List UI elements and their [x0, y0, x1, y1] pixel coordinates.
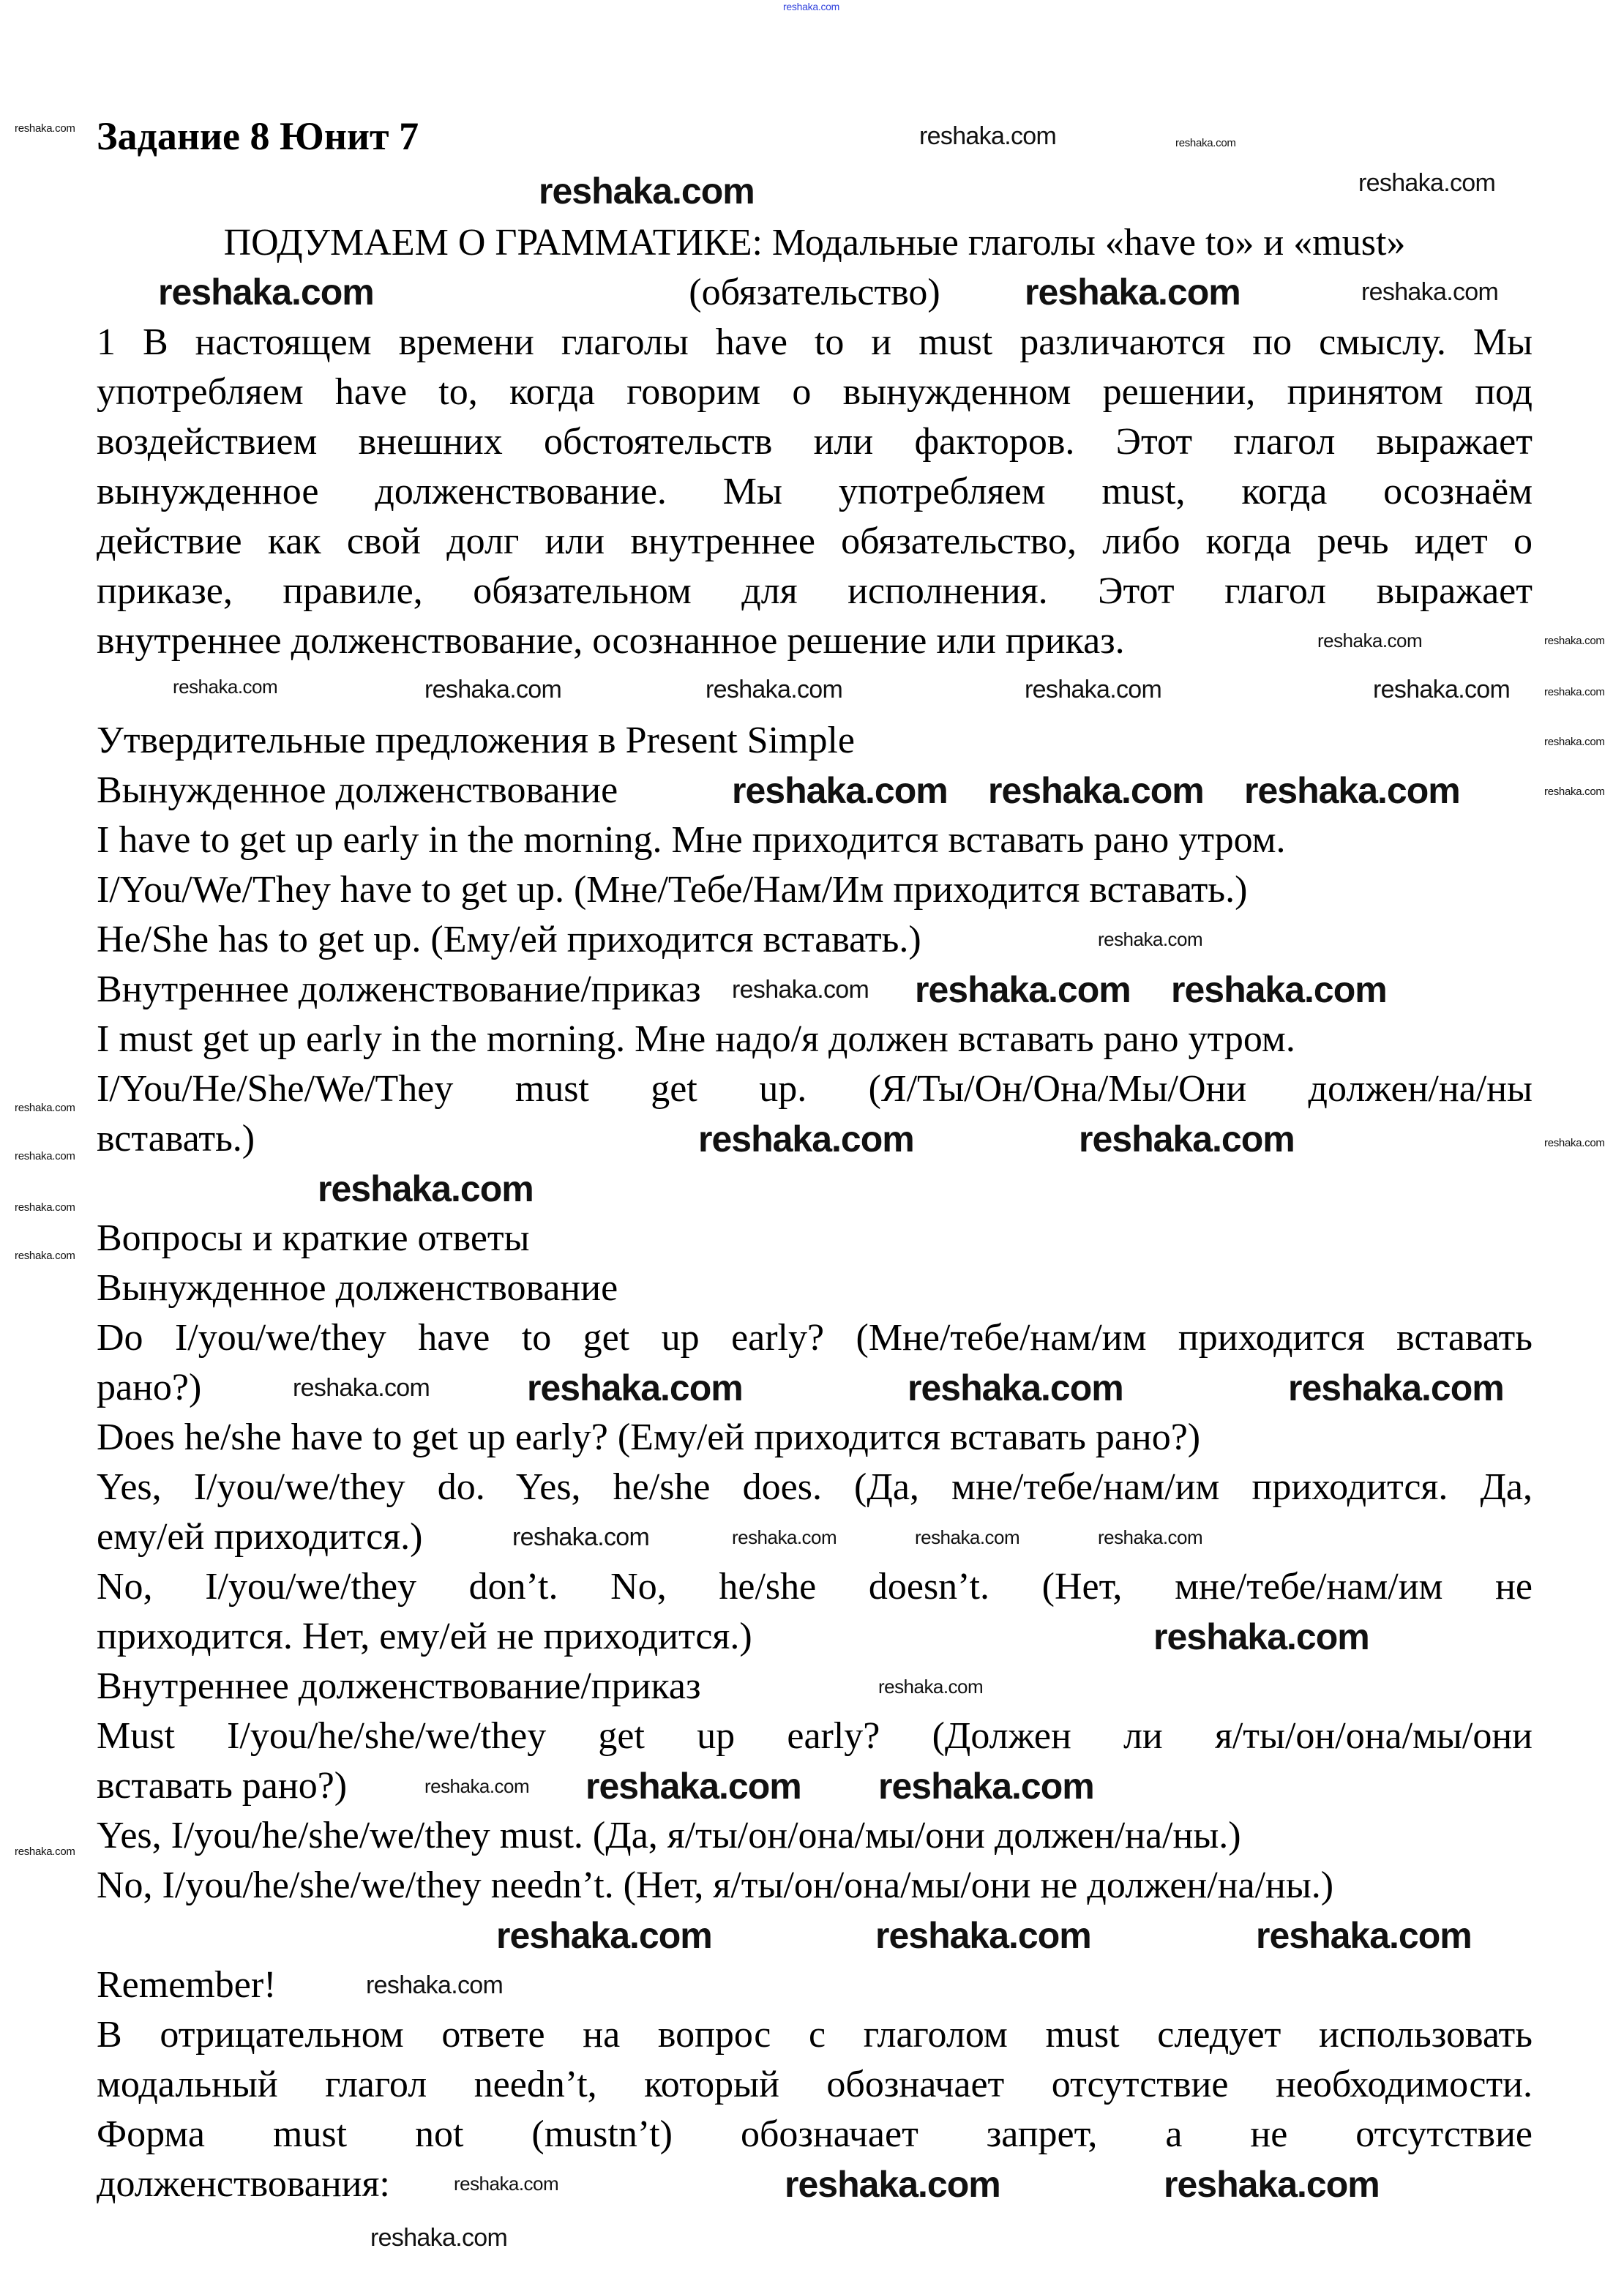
text-line: (обязательство): [689, 272, 940, 313]
text-line: Вынужденное долженствование: [97, 1267, 618, 1309]
watermark: reshaka.com: [1358, 169, 1496, 197]
text-line: Remember!: [97, 1964, 277, 2006]
watermark: reshaka.com: [732, 1526, 837, 1548]
watermark: reshaka.com: [732, 770, 948, 811]
text-line: No, I/you/we/they don’t. No, he/she doesn’t. (Нет, мне/тебе/нам/им не: [97, 1566, 1533, 1608]
watermark: reshaka.com: [1288, 1367, 1504, 1408]
page-title: Задание 8 Юнит 7: [97, 114, 419, 158]
text-line: I must get up early in the morning. Мне надо/я должен вставать рано утром.: [97, 1018, 1295, 1060]
text-line: Внутреннее долженствование/приказ: [97, 1665, 701, 1707]
text-line: Does he/she have to get up early? (Ему/ей приходится вставать рано?): [97, 1416, 1201, 1458]
watermark: reshaka.com: [1025, 272, 1241, 313]
watermark: reshaka.com: [988, 770, 1204, 811]
watermark: reshaka.com: [1373, 676, 1511, 703]
watermark: reshaka.com: [158, 272, 374, 313]
watermark: reshaka.com: [1544, 785, 1605, 798]
text-line: вынужденное долженствование. Мы употребляем must, когда осознаём: [97, 471, 1533, 512]
watermark: reshaka.com: [15, 1201, 75, 1214]
watermark: reshaka.com: [878, 1676, 984, 1698]
text-line: приказе, правиле, обязательном для исполнения. Этот глагол выражает: [97, 570, 1533, 612]
text-line: I have to get up early in the morning. Мне приходится вставать рано утром.: [97, 819, 1286, 861]
watermark: reshaka.com: [1079, 1119, 1295, 1160]
watermark: reshaka.com: [15, 1102, 75, 1114]
text-line: I/You/We/They have to get up. (Мне/Тебе/Нам/Им приходится вставать.): [97, 869, 1248, 911]
watermark: reshaka.com: [1544, 635, 1605, 647]
text-line: долженствования:: [97, 2163, 390, 2205]
text-line: Вопросы и краткие ответы: [97, 1217, 530, 1259]
text-line: внутреннее долженствование, осознанное решение или приказ.: [97, 620, 1125, 662]
watermark: reshaka.com: [1544, 686, 1605, 698]
text-line: вставать рано?): [97, 1765, 348, 1807]
watermark: reshaka.com: [1256, 1915, 1472, 1956]
watermark: reshaka.com: [785, 2164, 1000, 2205]
text-line: приходится. Нет, ему/ей не приходится.): [97, 1616, 752, 1657]
text-line: Yes, I/you/he/she/we/they must. (Да, я/ты/он/она/мы/они должен/на/ны.): [97, 1815, 1241, 1856]
text-line: вставать.): [97, 1118, 255, 1160]
watermark: reshaka.com: [1361, 278, 1499, 306]
watermark: reshaka.com: [1317, 630, 1423, 652]
watermark: reshaka.com: [15, 1150, 75, 1162]
watermark: reshaka.com: [875, 1915, 1091, 1956]
text-line: I/You/He/She/We/They must get up. (Я/Ты/Он/Она/Мы/Они должен/на/ны: [97, 1068, 1533, 1110]
text-line: употребляем have to, когда говорим о вынужденном решении, принятом под: [97, 371, 1533, 413]
watermark: reshaka.com: [293, 1374, 430, 1402]
watermark: reshaka.com: [370, 2224, 508, 2252]
watermark: reshaka.com: [424, 676, 562, 703]
watermark: reshaka.com: [527, 1367, 743, 1408]
watermark: reshaka.com: [1153, 1616, 1369, 1657]
watermark: reshaka.com: [1025, 676, 1162, 703]
text-line: ПОДУМАЕМ О ГРАММАТИКЕ: Модальные глаголы «have to» и «must»: [223, 222, 1406, 264]
watermark: reshaka.com: [585, 1766, 801, 1807]
watermark: reshaka.com: [1098, 928, 1203, 950]
text-line: В отрицательном ответе на вопрос с глаголом must следует использовать: [97, 2014, 1533, 2056]
text-line: Утвердительные предложения в Present Simple: [97, 720, 855, 761]
text-line: Must I/you/he/she/we/they get up early? (Должен ли я/ты/он/она/мы/они: [97, 1715, 1533, 1757]
watermark: reshaka.com: [908, 1367, 1123, 1408]
watermark: reshaka.com: [424, 1775, 530, 1797]
watermark: reshaka.com: [732, 976, 869, 1004]
text-line: Внутреннее долженствование/приказ: [97, 968, 701, 1010]
watermark: reshaka.com: [366, 1971, 504, 1999]
watermark: reshaka.com: [783, 1, 840, 12]
document-body: [97, 218, 1533, 2209]
watermark: reshaka.com: [706, 676, 843, 703]
watermark: reshaka.com: [496, 1915, 712, 1956]
watermark: reshaka.com: [318, 1168, 534, 1209]
watermark: reshaka.com: [1244, 770, 1460, 811]
text-line: 1 В настоящем времени глаголы have to и must различаются по смыслу. Мы: [97, 321, 1533, 363]
text-line: Do I/you/we/they have to get up early? (Мне/тебе/нам/им приходится вставать: [97, 1317, 1533, 1359]
watermark: reshaka.com: [698, 1119, 914, 1160]
text-line: No, I/you/he/she/we/they needn’t. (Нет, я/ты/он/она/мы/они не должен/на/ны.): [97, 1864, 1334, 1906]
watermark: reshaka.com: [915, 969, 1131, 1010]
text-line: He/She has to get up. (Ему/ей приходится вставать.): [97, 919, 921, 960]
text-line: Yes, I/you/we/they do. Yes, he/she does. (Да, мне/тебе/нам/им приходится. Да,: [97, 1466, 1533, 1508]
text-line: действие как свой долг или внутреннее обязательство, либо когда речь идет о: [97, 520, 1533, 562]
text-line: модальный глагол needn’t, который обозначает отсутствие необходимости.: [97, 2064, 1533, 2105]
text-line: Форма must not (mustn’t) обозначает запрет, а не отсутствие: [97, 2113, 1533, 2155]
text-line: рано?): [97, 1367, 202, 1408]
watermark: reshaka.com: [1098, 1526, 1203, 1548]
watermark: reshaka.com: [539, 171, 755, 212]
text-line: ему/ей приходится.): [97, 1516, 423, 1558]
watermark: reshaka.com: [1544, 1137, 1605, 1149]
watermark: reshaka.com: [454, 2173, 559, 2195]
watermark: reshaka.com: [878, 1766, 1094, 1807]
watermark: reshaka.com: [1175, 137, 1236, 149]
watermark: reshaka.com: [919, 122, 1057, 150]
watermark: reshaka.com: [1544, 736, 1605, 748]
watermark: reshaka.com: [1171, 969, 1387, 1010]
watermark: reshaka.com: [15, 1250, 75, 1262]
watermark: reshaka.com: [1164, 2164, 1380, 2205]
text-line: воздействием внешних обстоятельств или факторов. Этот глагол выражает: [97, 421, 1533, 463]
watermark: reshaka.com: [173, 676, 278, 698]
watermark: reshaka.com: [15, 122, 75, 135]
text-line: Вынужденное долженствование: [97, 769, 618, 811]
watermark: reshaka.com: [15, 1845, 75, 1858]
watermark: reshaka.com: [915, 1526, 1020, 1548]
watermark: reshaka.com: [512, 1523, 650, 1551]
